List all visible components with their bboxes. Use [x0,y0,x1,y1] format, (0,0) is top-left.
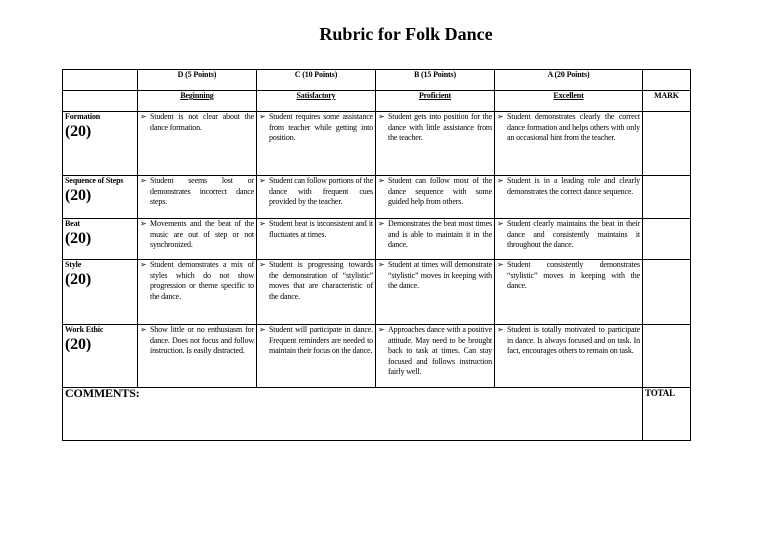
descriptor-text: Show little or no enthusiasm for dance. Does not focus and follow instruction. Is easily distracted. [150,325,254,355]
descriptor-text: Student at times will demonstrate “stylistic” moves in keeping with the dance. [388,260,492,290]
criterion-points: (20) [65,186,92,204]
arrow-bullet-icon: ➢ [497,219,504,228]
mark-cell[interactable] [643,112,691,176]
descriptor-text: Movements and the beat of the music are out of step or not synchronized. [150,219,254,249]
arrow-bullet-icon: ➢ [140,112,147,121]
criterion-row-sequence-of-steps [63,176,691,219]
descriptor-text: Student can follow most of the dance sequence with some guided help from others. [388,176,492,206]
descriptor-text: Student can follow portions of the dance with frequent cues provided by the teacher. [269,176,373,206]
level-b-name: Proficient [418,91,452,100]
criterion-cell [63,325,138,388]
criterion-points: (20) [65,335,92,353]
descriptor-text: Student requires some assistance from teacher while getting into position. [269,112,373,142]
level-c-name: Satisfactory [296,91,336,100]
mark-header: MARK [643,91,691,112]
descriptor-text: Student gets into position for the dance with little assistance from the teacher. [388,112,492,142]
arrow-bullet-icon: ➢ [378,112,385,121]
criterion-cell [63,112,138,176]
arrow-bullet-icon: ➢ [497,325,504,334]
descriptor-text: Student demonstrates a mix of styles which do not show progression or theme specific to the dance. [150,260,254,301]
criterion-points: (20) [65,229,92,247]
arrow-bullet-icon: ➢ [140,176,147,185]
points-header-row [63,70,691,91]
arrow-bullet-icon: ➢ [497,260,504,269]
criterion-name: Sequence of Steps [65,176,124,185]
total-label: TOTAL [645,388,675,398]
criterion-name: Beat [65,219,80,228]
arrow-bullet-icon: ➢ [378,325,385,334]
criterion-cell [63,176,138,219]
descriptor-text: Student demonstrates clearly the correct dance formation and helps others with only an occasional hint from the teacher. [507,112,640,142]
descriptor-text: Student beat is inconsistent and it fluctuates at times. [269,219,373,239]
arrow-bullet-icon: ➢ [497,176,504,185]
comments-label: COMMENTS: [65,387,140,400]
arrow-bullet-icon: ➢ [259,260,266,269]
level-c-points: C (10 Points) [257,70,376,91]
criterion-cell [63,219,138,260]
criterion-row-work-ethic [63,325,691,388]
criterion-row-style [63,260,691,325]
total-cell[interactable] [643,388,691,441]
arrow-bullet-icon: ➢ [259,325,266,334]
level-d-points: D (5 Points) [138,70,257,91]
level-name-header-row [63,91,691,112]
descriptor-text: Student is totally motivated to participate in dance. Is always focused and on task. In fact, encourages others to remain on task. [507,325,640,355]
arrow-bullet-icon: ➢ [378,176,385,185]
arrow-bullet-icon: ➢ [378,260,385,269]
criterion-row-beat [63,219,691,260]
rubric-table [62,69,691,441]
corner-cell-2 [63,91,138,112]
mark-cell[interactable] [643,260,691,325]
criterion-points: (20) [65,122,92,140]
criterion-points: (20) [65,270,92,288]
criterion-name: Formation [65,112,101,121]
descriptor-text: Student is progressing towards the demonstration of “stylistic” moves that are characteristic of the dance. [269,260,373,301]
arrow-bullet-icon: ➢ [378,219,385,228]
mark-cell[interactable] [643,176,691,219]
arrow-bullet-icon: ➢ [497,112,504,121]
level-d-name: Beginning [180,91,214,100]
arrow-bullet-icon: ➢ [140,325,147,334]
mark-header-spacer [643,70,691,91]
descriptor-text: Approaches dance with a positive attitude. May need to be brought back to task at times. Can stay focused and follows instruction fairly well. [388,325,492,376]
descriptor-text: Student seems lost or demonstrates incorrect dance steps. [150,176,254,206]
mark-cell[interactable] [643,325,691,388]
level-a-points: A (20 Points) [495,70,643,91]
corner-cell [63,70,138,91]
level-a-name: Excellent [553,91,584,100]
descriptor-text: Student is not clear about the dance formation. [150,112,254,132]
descriptor-text: Student is in a leading role and clearly demonstrates the correct dance sequence. [507,176,640,196]
comments-row [63,388,691,441]
descriptor-text: Student will participate in dance. Frequent reminders are needed to maintain their focus on the dance. [269,325,373,355]
criterion-name: Style [65,260,82,269]
descriptor-text: Demonstrates the beat most times and is able to maintain it in the dance. [388,219,492,249]
criterion-name: Work Ethic [65,325,104,334]
document-title: Rubric for Folk Dance [319,24,493,44]
arrow-bullet-icon: ➢ [140,219,147,228]
arrow-bullet-icon: ➢ [259,176,266,185]
criterion-row-formation [63,112,691,176]
arrow-bullet-icon: ➢ [140,260,147,269]
criterion-cell [63,260,138,325]
level-b-points: B (15 Points) [376,70,495,91]
mark-cell[interactable] [643,219,691,260]
descriptor-text: Student consistently demonstrates “stylistic” moves in keeping with the dance. [507,260,640,290]
arrow-bullet-icon: ➢ [259,219,266,228]
comments-cell[interactable] [63,388,643,441]
arrow-bullet-icon: ➢ [259,112,266,121]
descriptor-text: Student clearly maintains the beat in their dance and consistently maintains it throughout the dance. [507,219,640,249]
